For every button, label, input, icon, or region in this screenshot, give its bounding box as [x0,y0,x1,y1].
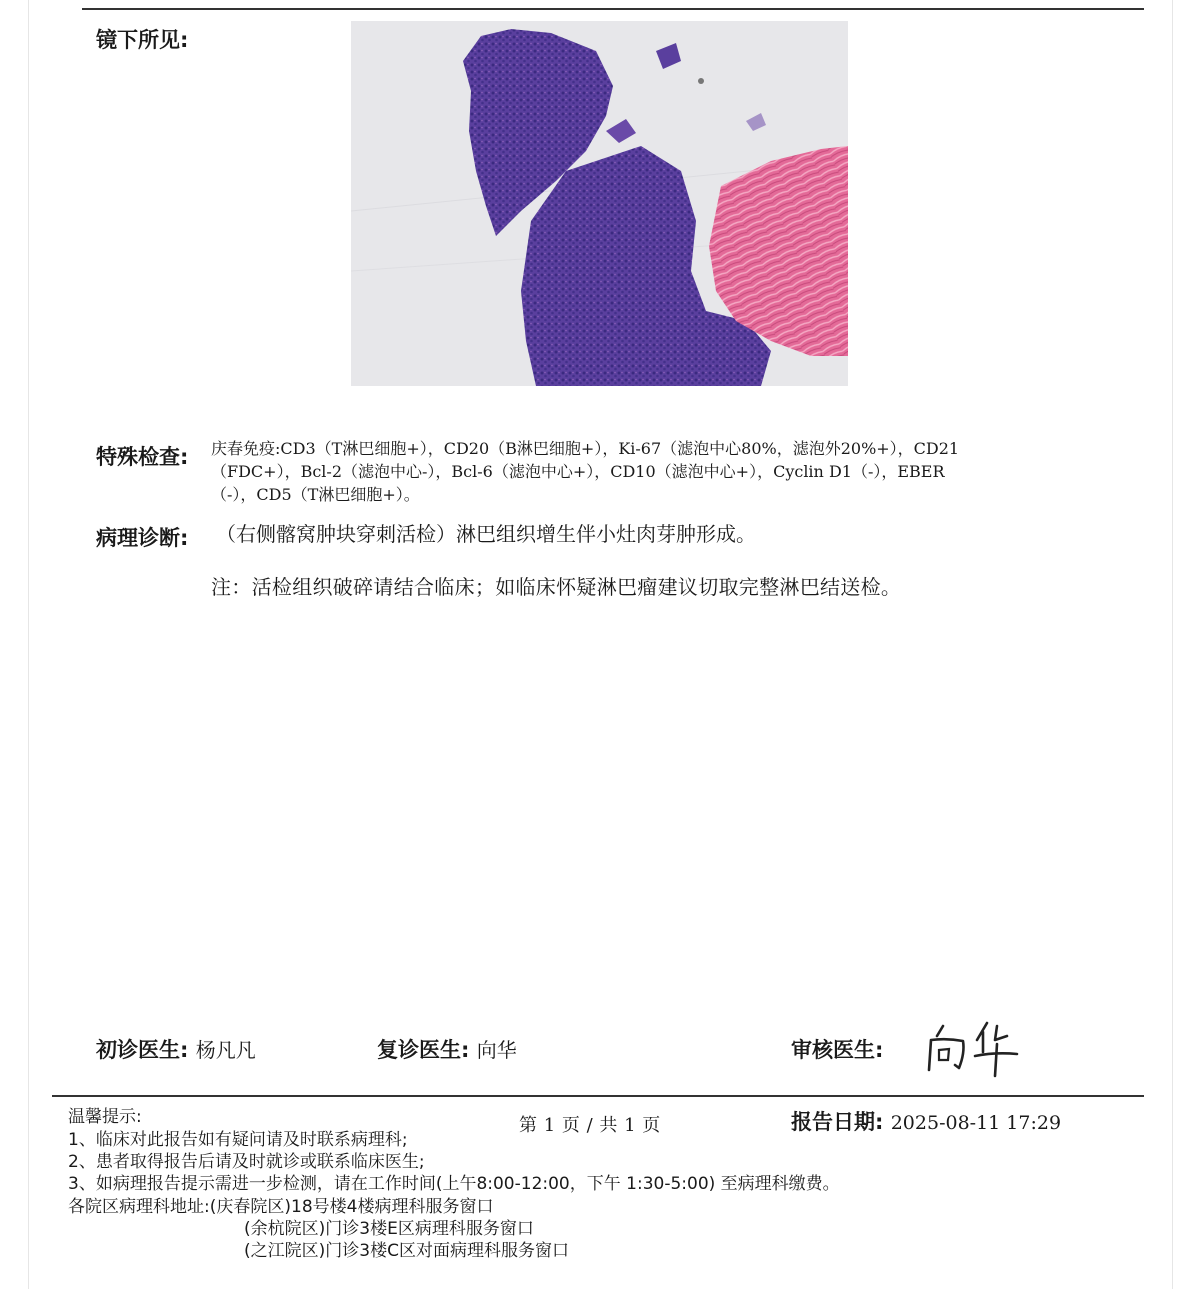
special-exam-line-3: （-），CD5（T淋巴细胞+）。 [211,485,420,504]
page-info: 第 1 页 / 共 1 页 [519,1115,661,1136]
address-qingchun: (庆春院区)18号楼4楼病理科服务窗口 [209,1197,494,1217]
address-row-1 [68,1196,493,1219]
audit-doctor-label: 审核医生: [791,1038,884,1062]
report-date [791,1106,1061,1136]
diagnosis-note: 注：活检组织破碎请结合临床；如临床怀疑淋巴瘤建议切取完整淋巴结送检。 [211,575,902,599]
special-exam-text [211,437,1091,506]
audit-signature [925,1018,1020,1078]
special-exam-line-1: 庆春免疫:CD3（T淋巴细胞+），CD20（B淋巴细胞+），Ki-67（滤泡中心80%，滤泡外20%+），CD21 [211,439,960,458]
review-doctor-label: 复诊医生: [377,1038,470,1062]
special-exam-line-2: （FDC+），Bcl-2（滤泡中心-），Bcl-6（滤泡中心+），CD10（滤泡中心+），Cyclin D1（-），EBER [211,462,945,481]
tip-2: 2、患者取得报告后请及时就诊或联系临床医生; [68,1152,425,1172]
address-label: 各院区病理科地址: [68,1197,210,1217]
tips-title: 温馨提示: [68,1107,142,1127]
review-doctor [377,1034,517,1064]
report-date-label: 报告日期: [791,1110,884,1134]
review-doctor-name: 向华 [476,1038,517,1062]
special-exam-label: 特殊检查: [96,445,189,469]
footer-rule [52,1095,1144,1097]
tip-3: 3、如病理报告提示需进一步检测，请在工作时间(上午8:00-12:00，下午 1:30-5:00) 至病理科缴费。 [68,1174,840,1194]
diagnosis-text: （右侧髂窝肿块穿刺活检）淋巴组织增生伴小灶肉芽肿形成。 [216,522,756,546]
microscopy-label: 镜下所见: [96,28,189,52]
diagnosis-label: 病理诊断: [96,526,189,550]
report-date-value: 2025-08-11 17:29 [890,1112,1062,1134]
address-yuhang: (余杭院区)门诊3楼E区病理科服务窗口 [244,1219,534,1239]
address-zhijiang: (之江院区)门诊3楼C区对面病理科服务窗口 [244,1241,569,1261]
tip-1: 1、临床对此报告如有疑问请及时联系病理科; [68,1130,408,1150]
initial-doctor [96,1034,256,1064]
initial-doctor-name: 杨凡凡 [195,1038,256,1062]
initial-doctor-label: 初诊医生: [96,1038,189,1062]
micrograph-image [351,21,848,386]
top-rule [82,8,1144,10]
